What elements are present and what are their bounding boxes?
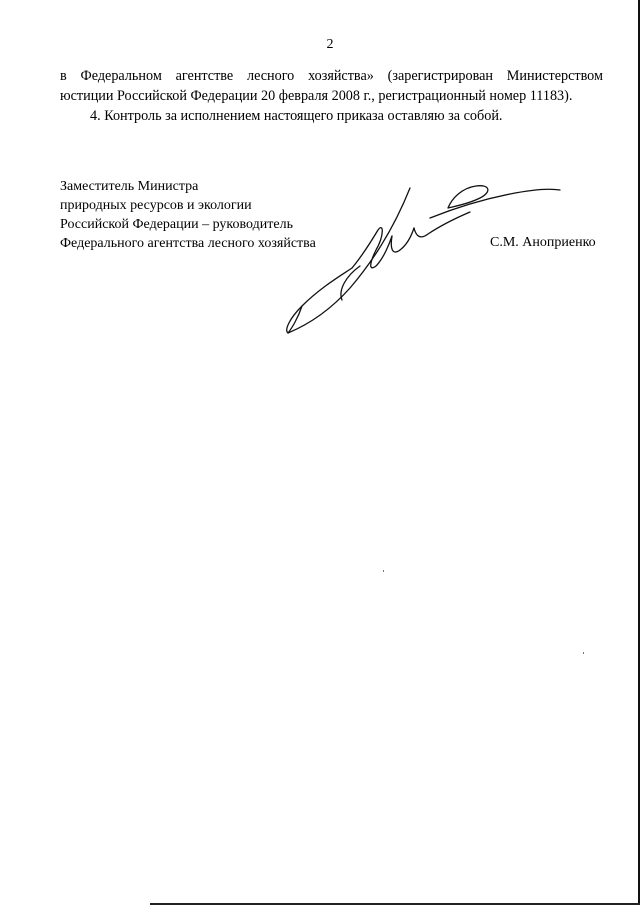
signatory-title-line-4: Федерального агентства лесного хозяйства bbox=[60, 236, 316, 251]
handwritten-signature bbox=[280, 178, 570, 338]
document-body bbox=[60, 66, 603, 126]
signer-name: С.М. Аноприенко bbox=[490, 235, 596, 250]
paragraph-line-1: в Федеральном агентстве лесного хозяйства» (зарегистрирован Министерством bbox=[60, 68, 603, 84]
signatory-title-line-2: природных ресурсов и экологии bbox=[60, 198, 252, 213]
paragraph-continuation bbox=[60, 66, 603, 106]
scan-speck bbox=[383, 570, 384, 572]
signatory-title-line-3: Российской Федерации – руководитель bbox=[60, 217, 293, 232]
paragraph-4: 4. Контроль за исполнением настоящего приказа оставляю за собой. bbox=[90, 108, 503, 124]
scan-speck bbox=[583, 652, 584, 654]
paragraph-line-2: юстиции Российской Федерации 20 февраля 2008 г., регистрационный номер 11183). bbox=[60, 88, 573, 104]
signatory-title-line-1: Заместитель Министра bbox=[60, 179, 199, 194]
page-number: 2 bbox=[326, 37, 334, 52]
